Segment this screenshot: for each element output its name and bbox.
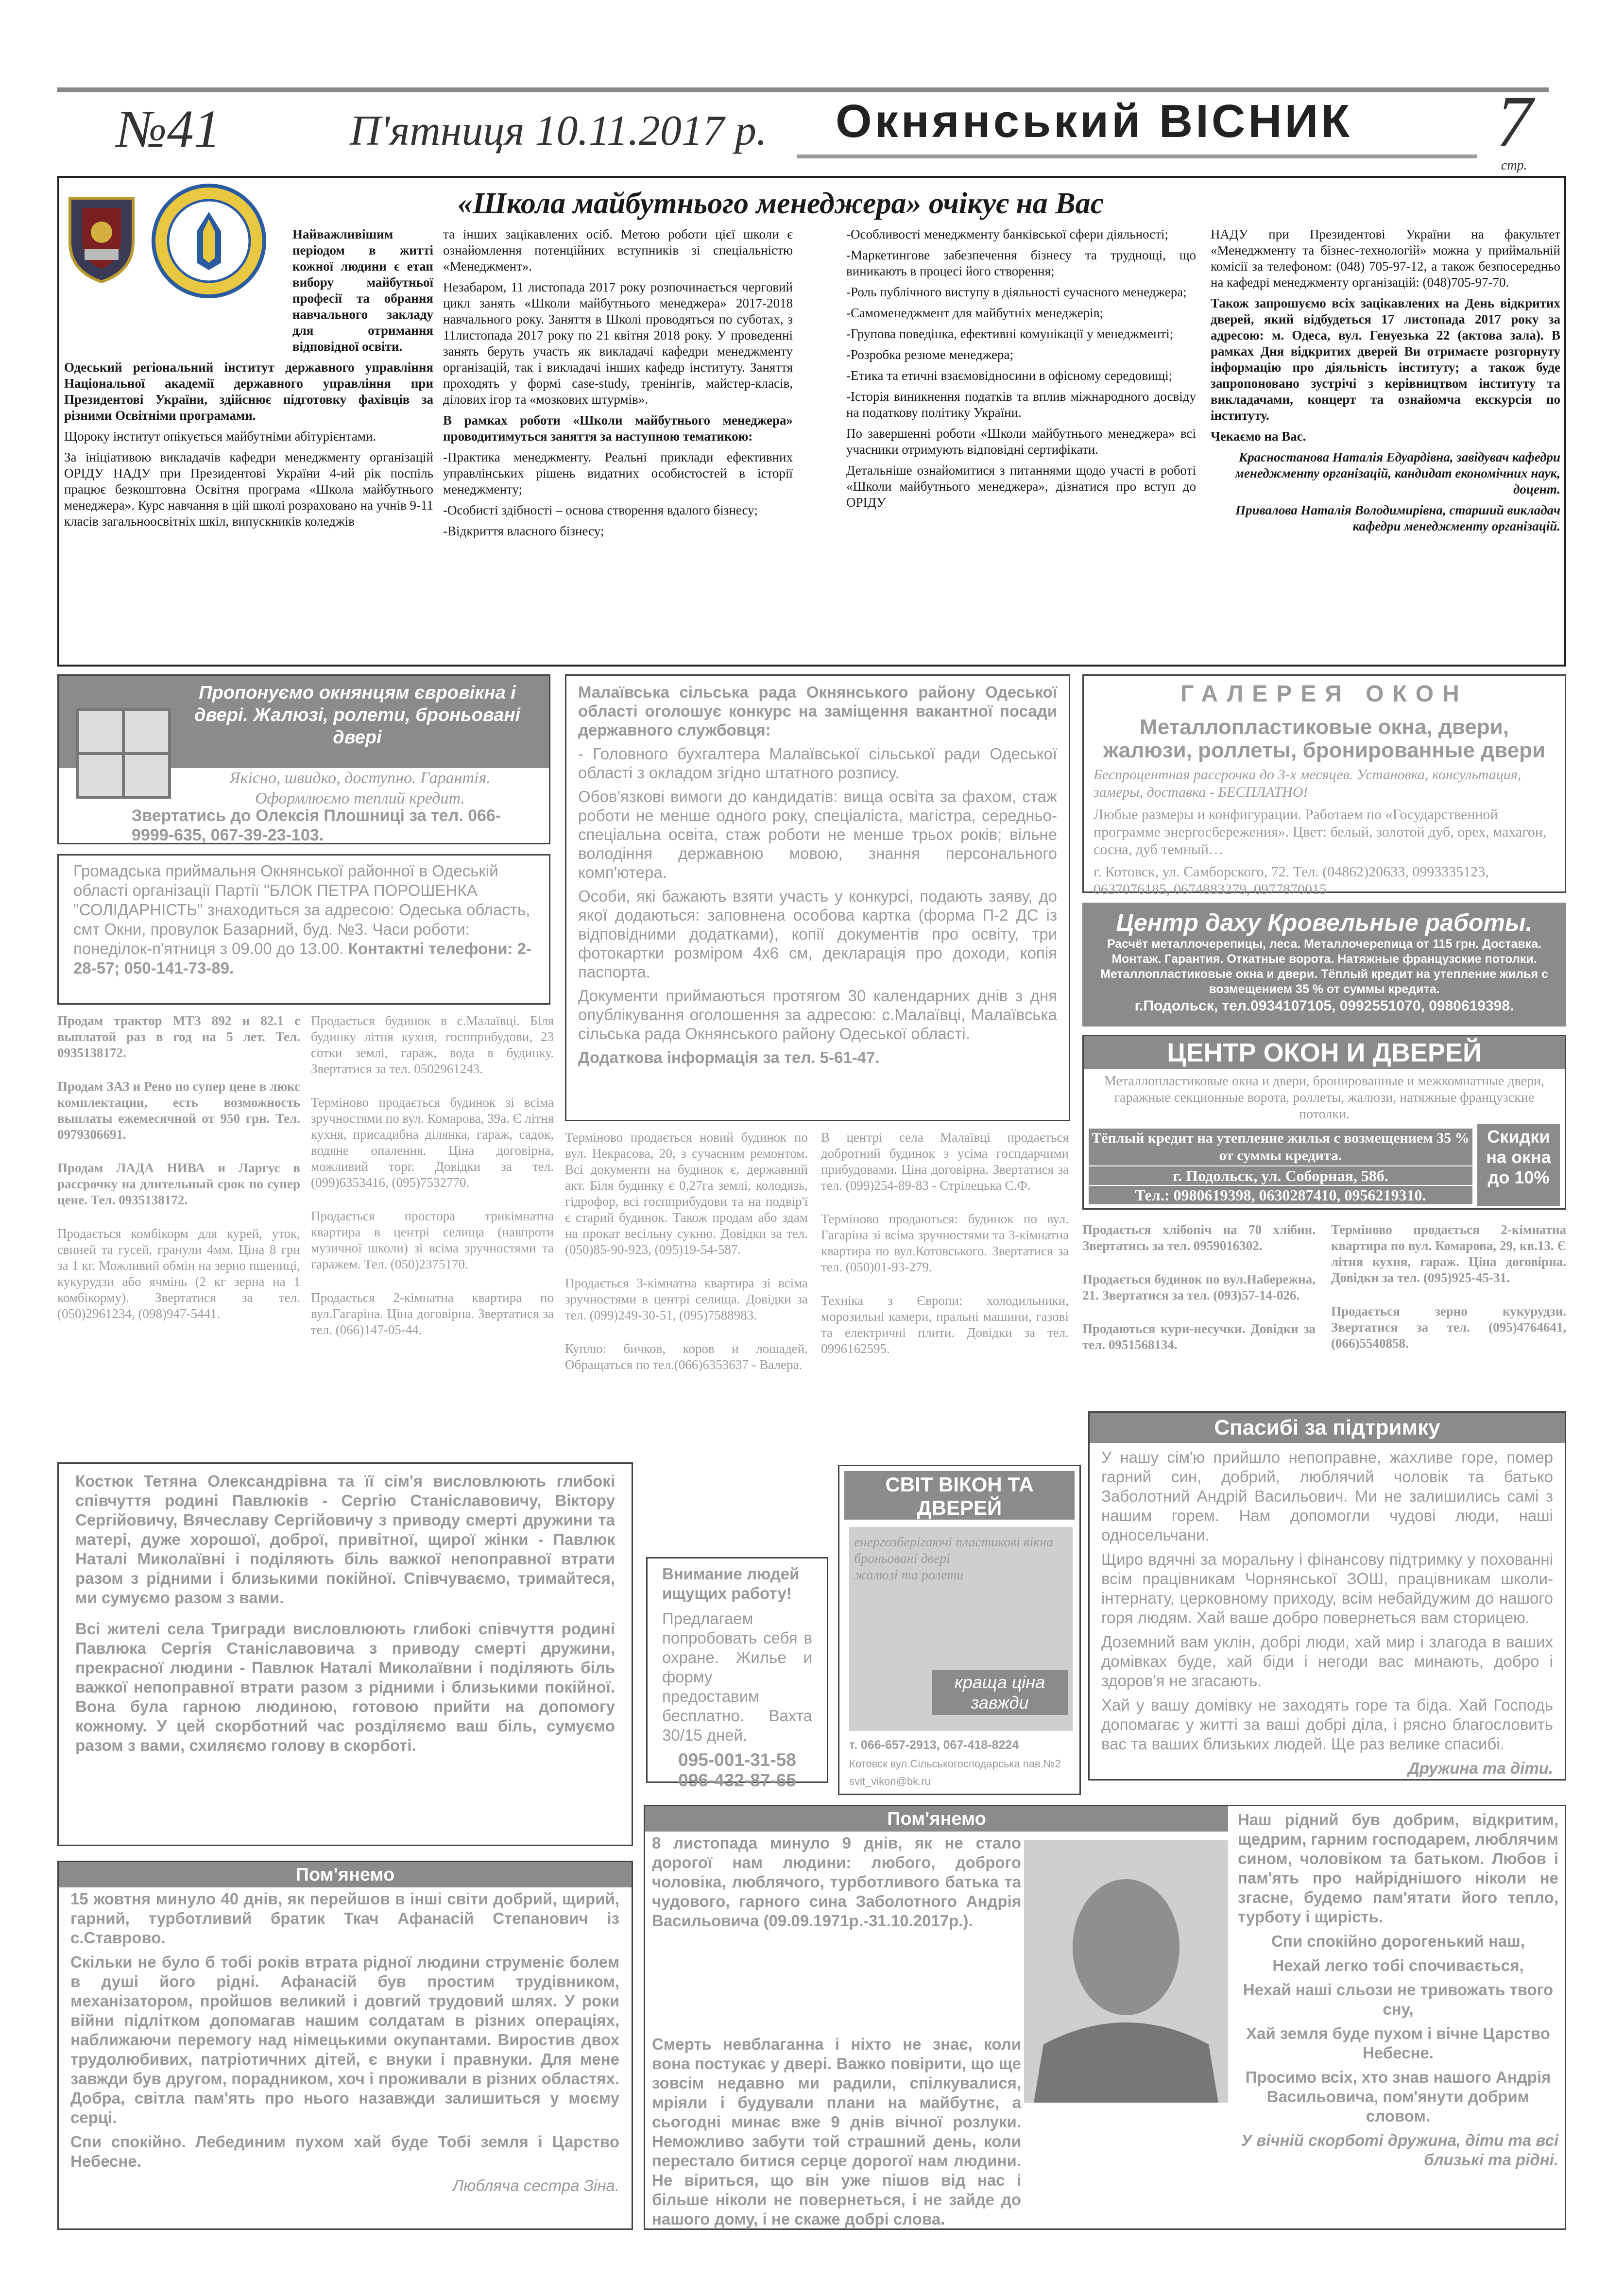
classified-item: Продається будинок по вул.Набережна, 21. Звертатися за тел. (093)57-14-026. (1082, 1272, 1316, 1302)
zabolotny-right-p3: Нехай легко тобі спочивається, (1272, 1956, 1524, 1974)
memorial-zabolotny (644, 1805, 1566, 2230)
article-author-2: Привалова Наталія Володимирівна, старший викладач кафедри менеджменту організацій. (1235, 503, 1560, 533)
vacancy-requirements: Обов'язкові вимоги до кандидатів: вища освіта за фахом, стаж роботи не менше одного року, спеціаліста, магістра, середньо-спеціальна освіта, стаж роботи не менше трьох років; вільне володіння державною мовою, знання персонального комп'ютера. (578, 788, 1057, 881)
gallery-line1: Беспроцентная рассрочка до 3-х месяцев. Установка, консультация, замеры, доставка - БЕСПЛАТНО! (1094, 767, 1521, 800)
article-p18: -Історія виникнення податків та вплив міжнародного досвіду на податкову політику України. (846, 389, 1196, 420)
memorial-tkach-title: Пом'янемо (59, 1862, 632, 1887)
condolence-p1: Костюк Тетяна Олександрівна та її сім'я висловлюють глибокі співчуття родині Павлюків - Сергію Станіславовичу, Віктору Сергійовичу, Вячеславу Сергійовичу з приводу смерті дружини та матері, дуже хорошої, доброї, привітної, щирої жінки - Павлюк Наталі Миколаївні і поділяють біль важкої непоправної втрати разом з рідними і близькими покійної. Співчуваємо, тримайтеся, ми сумуємо разом з вами. (75, 1472, 615, 1607)
ad-centr-dahu (1082, 903, 1566, 1027)
window-icon (72, 705, 174, 802)
zabolotny-left-p1: 8 листопада минуло 9 днів, як не стало дорогої нам людини: любого, доброго чоловіка, люблячого, турботливого батька та чудового, гарного сина Заболотного Андрія Васильовича (09.09.1971р.-31.10.2017р.). (652, 1834, 1021, 1930)
article-p20: Детальніше ознайомитися з питаннями щодо участі в роботі «Школи майбутнього менеджера», дізнатися про вступ до ОРІДУ (846, 463, 1196, 510)
article-p1: Найважливішим періодом в житті кожної людини є етап вибору майбутньої професії та обрання навчального закладу для отримання відповідної освіти. (292, 227, 433, 354)
memorial-tkach-p1: 15 жовтня минуло 40 днів, як перейшов в інші світи добрий, щирий, гарний, турботливий братик Ткач Афанасій Степанович із с.Ставрово. (70, 1890, 619, 1947)
zabolotny-left-p2: Смерть невблаганна і ніхто не знає, коли вона постукає у двері. Важко повірити, що ще зовсім недавно ми радили, спілкувалися, мріяли і будували плани на майбутнє, а сьогодні минає вже 9 днів вічної розлуки. Неможливо забути той страшний день, коли перестало битися серце дорогої нам людини. Не віриться, що він уже пішов від нас і більше ніколи не повернеться, і не зайде до нашого дому, і не скаже добрі слова. (652, 2035, 1021, 2228)
article-p7: В рамках роботи «Школи майбутнього менеджера» проводитимуться заняття за наступною тематикою: (443, 413, 793, 444)
condolence-p2: Всі жителі села Тригради висловлюють глибокі співчуття родині Павлюка Сергія Станіславовича з приводу смерті дружини, прекрасної людини - Павлюк Наталі Миколаївни і поділяють біль важкої непоправної втрати разом з рідними і близькими покійної. Вона була гарною людиною, готовою прийти на допомогу кожному. У цей скорботний час розділяємо ваш біль, сумуємо разом з вами, схиляємо голову в скорботі. (75, 1620, 615, 1754)
article-p23: Чекаємо на Вас. (1211, 429, 1306, 444)
wanted-body: Предлагаем попробовать себя в охране. Жилье и форму предоставим бесплатно. Вахта 30/15 дней. (662, 1610, 812, 1744)
article-p10: -Відкриття власного бізнесу; (443, 524, 604, 538)
classified-item: Куплю: бичков, коров и лошадей. Обращаться по тел.(066)6353637 - Валера. (565, 1341, 808, 1372)
dahu-line2: Металлопластиковые окна и двери. Тёплый кредит на утепление жилья с возмещением 35 % от суммы кредита. (1100, 967, 1548, 996)
ad-windows-oknyany (57, 674, 550, 844)
masthead-rule-left (797, 154, 1477, 158)
memorial-tkach (57, 1861, 633, 2230)
page-number: 7 (1496, 81, 1533, 162)
newspaper-title: Окнянський ВІСНИК (836, 95, 1353, 147)
ad-party-office (57, 854, 550, 1005)
memorial-photo (1024, 1840, 1228, 2103)
article-p13: -Роль публічного виступу в діяльності сучасного менеджера; (846, 285, 1187, 299)
article-p5: та інших зацікавлених осіб. Метою роботи цієї школи є ознайомлення потенційних вступників зі спеціальністю «Менеджмент». (443, 227, 793, 274)
memorial-zabolotny-left (652, 1833, 1021, 1935)
classified-item: Терміново продається будинок зі всіма зручностями по вул. Комарова, 39а. Є літня кухня, присадибна ділянка, гараж, садок, водяне опалення. Ціна договірна, можливий торг. Довідки за тел. (099)6353416, (095)7532770. (311, 1095, 554, 1190)
classified-item: Продається зерно кукурудзи. Звертатися за тел. (095)4764641, (066)5540858. (1331, 1304, 1566, 1351)
main-article (57, 176, 1566, 667)
issue-date: П'ятниця 10.11.2017 р. (350, 107, 767, 154)
centr-okon-phones: Тел.: 0980619398, 0630287410, 0956219310. (1089, 1186, 1472, 1204)
ad-windows-title: Пропонуємо окнянцям євровікна і двері. Жалюзі, ролети, броньовані двері (59, 676, 549, 768)
classifieds-col-5 (1082, 1222, 1316, 1358)
classified-item: Продам ЗАЗ и Рено по супер цене в люкс комплектации, есть возможность выплаты ежемесячной от 950 грн. Тел. 0979306691. (57, 1079, 300, 1142)
thanks-body (1101, 1448, 1553, 1783)
classified-item: Продам ЛАДА НИВА и Ларгус в рассрочку на длительный срок по супер цене. Тел. 0935138172. (57, 1161, 300, 1207)
thanks-p3: Доземний вам уклін, добрі люди, хай мир і злагода в ваших домівках буде, хай біди і негоди вас минають, добро і здоров'я не згасають. (1101, 1633, 1553, 1690)
page-label: стр. (1501, 158, 1527, 173)
article-p16: -Розробка резюме менеджера; (846, 347, 1013, 362)
classifieds-col-1 (57, 1013, 300, 1327)
memorial-zabolotny-right (1238, 1810, 1558, 2175)
thanks-block (1088, 1411, 1566, 1781)
thanks-p1: У нашу сім'ю прийшло непоправне, жахливе горе, помер гарний син, добрий, люблячий чоловік та батько Заболотний Андрій Васильович. Ми не залишились самі з нашим горем. Нам допомогли чудові люди, наші односельчани. (1101, 1448, 1553, 1544)
classifieds-col-3 (565, 1130, 808, 1378)
thanks-signature: Дружина та діти. (1408, 1759, 1553, 1777)
classifieds-col-4 (821, 1130, 1069, 1362)
svit-vikon-item: енергозберігаючі пластикові вікна (854, 1535, 1054, 1550)
classified-item: Продається будинок в с.Малаївці. Біля будинку літня кухня, госпприбудови, 23 сотки землі, гараж, вода в будинку. Звертатися за тел. 0502961243. (311, 1013, 554, 1076)
svit-vikon-item: броньовані двері (854, 1551, 950, 1566)
ad-gallery-okon (1082, 674, 1566, 897)
article-p21: НАДУ при Президентові України на факультет «Менеджменту та бізнес-технологій» можна у приймальній комісії за телефоном: (048) 705-97-12, а також безпосередньо на кафедрі менеджменту організацій: (048)705-97-70. (1211, 227, 1560, 290)
dahu-title: Центр даху Кровельные работы. (1116, 909, 1533, 936)
article-p15: -Групова поведінка, ефективні комунікації у менеджменті; (846, 326, 1174, 341)
article-col-1 (64, 226, 433, 534)
classified-item: Продається комбікорм для курей, уток, свиней та гусей, гранули 4мм. Ціна 8 грн за 1 кг. Можливий обмін на зерно пшениці, кукурудзи або ячмінь (2 кг зерна на 1 комбікорму). Звертатися за тел. (050)2961234, (098)947-5441. (57, 1226, 300, 1321)
thanks-p2: Щиро вдячні за моральну і фінансову підтримку у похованні всім працівникам Чорнянської ЗОШ, працівникам школи-інтернату, церковному приходу, всім небайдужим до нашого горя людям. Хай ваше добро повернеться вам сторицею. (1101, 1550, 1553, 1627)
wanted-phones: 095-001-31-58 096-432-87-65 (678, 1750, 796, 1790)
classified-item: Продаються кури-несучки. Довідки за тел. 0951568134. (1082, 1321, 1316, 1352)
ad-centr-okon (1082, 1035, 1566, 1210)
classified-item: Продам трактор МТЗ 892 и 82.1 с выплатой раз в год на 5 лет. Тел. 0935138172. (57, 1013, 300, 1060)
article-p22: Також запрошуємо всіх зацікавлених на День відкритих дверей, який відбудеться 17 листопада 2017 року за адресою: м. Одеса, вул. Генуезька 22 (актова зала). В рамках Дня відкритих дверей Ви отримаєте розгорнуту інформацію про діяльність інституту; а також буде запропоновано зустрічі з керівництвом інституту та викладачами, концерт та ознайомча екскурсія по інституту. (1211, 296, 1560, 423)
memorial-zabolotny-title: Пом'янемо (645, 1806, 1228, 1832)
article-p12: -Маркетингове забезпечення бізнесу та труднощі, що виникають в процесі його створення; (846, 248, 1196, 278)
svit-vikon-items (854, 1534, 1068, 1584)
centr-okon-address: г. Подольск, ул. Соборная, 58б. (1089, 1166, 1472, 1185)
article-p8: -Практика менеджменту. Реальні приклади ефективних управлінських рішень видатних особистостей в історії менеджменту; (443, 450, 793, 497)
thanks-title: Спасибі за підтримку (1090, 1413, 1565, 1443)
memorial-tkach-body (70, 1889, 619, 2200)
classifieds-col-6 (1331, 1222, 1566, 1356)
article-p4: За ініціативою викладачів кафедри менеджменту організацій ОРІДУ НАДУ при Президентові України 4-ий рік поспіль працює безкоштовна Освітня програма «Школа майбутнього менеджера». Курс навчання в цій школі розраховано на учнів 9-11 класів загальноосвітніх шкіл, випускників коледжів (64, 450, 433, 529)
vacancy-position: - Головного бухгалтера Малаївської сільської ради Одеської області з окладом згідно штатного розпису. (578, 745, 1057, 782)
gallery-contact: г. Котовск, ул. Самборского, 72. Тел. (04862)20633, 0993335123, 0637076185, 0674883279, 0977870015 (1094, 864, 1489, 897)
classified-item: Терміново продається новий будинок по вул. Некрасова, 20, з сучасним ремонтом. Всі документи на будинок є, державний акт. Біля будинку є 0,27га землі, колодязь, гідрофор, всі госпприбудови та на подвір'ї є старий будинок. Також продам або здам на прокат весільну сукню. Довідки за тел. (050)85-90-923, (095)19-54-587. (565, 1130, 808, 1257)
vacancy-title: Малаївська сільська рада Окнянського району Одеської області оголошує конкурс на заміщення вакантної посади державного службовця: (578, 683, 1057, 739)
centr-okon-title: ЦЕНТР ОКОН И ДВЕРЕЙ (1084, 1036, 1565, 1069)
svit-vikon-item: жалюзі та ролети (854, 1568, 964, 1583)
condolence-block (57, 1462, 633, 1846)
centr-okon-discount: Скидки на окна до 10% (1477, 1124, 1560, 1206)
zabolotny-right-p6: Просимо всіх, хто знав нашого Андрія Васильовича, пом'янути добрим словом. (1245, 2068, 1551, 2125)
memorial-zabolotny-left-2 (652, 2035, 1021, 2234)
zabolotny-right-p2: Спи спокійно дорогенький наш, (1271, 1932, 1525, 1950)
classified-item: Продається 2-кімнатна квартира по вул.Гагаріна. Ціна договірна. Звертатися за тел. (066)147-05-44. (311, 1290, 554, 1337)
article-col-2 (443, 226, 793, 544)
ad-windows-contact: Звертатись до Олексія Плошниці за тел. 066-9999-635, 067-39-23-103. (132, 806, 501, 844)
svit-vikon-phones: т. 066-657-2913, 067-418-8224 (849, 1738, 1019, 1752)
svit-vikon-address: Котовск вул.Сільськогосподарська пав.№2 (849, 1758, 1061, 1770)
vacancy-info: Додаткова інформація за тел. 5-61-47. (578, 1048, 880, 1066)
article-title: «Школа майбутнього менеджера» очікує на Вас (458, 187, 1104, 220)
dahu-line1: Расчёт металлочерепицы, леса. Металлочерепица от 115 грн. Доставка. Монтаж. Гарантия. Откатные ворота. Натяжные французские потолки. (1107, 937, 1542, 966)
svit-vikon-email: svit_vikon@bk.ru (849, 1775, 931, 1787)
ad-party-contact: Контактні телефони: 2-28-57; 050-141-73-89. (73, 940, 531, 977)
classified-item: Техніка з Європи: холодильники, морозильні камери, пральні машини, газові та електричні плити. Довідки за тел. 0996162595. (821, 1293, 1069, 1356)
classified-item: В центрі села Малаївці продається добротний будинок з усіма госпдарчими прибудовами. Ціна договірна. Звертатися за тел. (099)254-89-83 - Стрілецька С.Ф. (821, 1130, 1069, 1193)
article-p3: Щороку інститут опікується майбутніми абітурієнтами. (64, 429, 376, 444)
article-p14: -Самоменеджмент для майбутніх менеджерів; (846, 306, 1104, 320)
article-p11: -Особливості менеджменту банківської сфери діяльності; (846, 227, 1169, 241)
svit-vikon-slogan: краща ціна завжди (932, 1670, 1068, 1715)
zabolotny-right-p4: Нехай наші сльози не тривожать твого сну, (1243, 1981, 1554, 2018)
ad-windows-body: Якісно, швидко, доступно. Гарантія. Оформлюємо теплий кредит. (229, 769, 491, 807)
article-col-4 (1211, 226, 1560, 539)
zabolotny-right-p1: Наш рідний був добрим, відкритим, щедрим, гарним господарем, люблячим сином, чоловіком та батьком. Любов і пам'ять про найріднішого ніколи не згасне, будемо пам'ятати його тепло, турботу і щирість. (1238, 1811, 1558, 1926)
issue-number: №41 (117, 99, 221, 158)
classified-item: Терміново продаються: будинок по вул. Гагаріна зі всіма зручностями та 3-кімнатна квартира по вул.Котовського. Звертатися за тел. (050)01-93-279. (821, 1212, 1069, 1274)
vacancy-documents: Особи, які бажають взяти участь у конкурсі, подають заяву, до якої додаються: заповнена особова картка (форма П-2 ДС із відповідними додатками), копії документів про освіту, три фотокартки розміром 4х6 см, декларація про доходи, копія паспорта. (578, 887, 1057, 981)
article-p19: По завершенні роботи «Школи майбутнього менеджера» всі учасники отримують відповідні сертифікати. (846, 426, 1196, 457)
article-author-1: Красностанова Наталія Едуардівна, завідувач кафедри менеджменту організацій, кандидат економічних наук, доцент. (1235, 450, 1560, 497)
article-p6: Незабаром, 11 листопада 2017 року розпочинається черговий цикл занять «Школи майбутнього менеджера» 2017-2018 навчального року. Заняття в Школі проводяться по суботах, з 11листопада 2017 року по 21 квітня 2018 року. У проведенні занять беруть участь як викладачі кафедри менеджменту організацій, так і викладачі інших кафедр інституту. Заняття проходять у формі case-study, тренінгів, майстер-класів, ділових ігор та «мозкових штурмів». (443, 280, 793, 407)
ad-wanted-people (646, 1557, 828, 1790)
article-p17: -Етика та етичні взаємовідносини в офісному середовищі; (846, 368, 1173, 383)
gallery-line2: Любые размеры и конфигурации. Работаем по «Государственной программе энергосбережения». Цвет: белый, золотой дуб, орех, махагон, сосна, дуб темный… (1094, 806, 1547, 857)
thanks-p4: Хай у вашу домівку не заходять горе та біда. Хай Господь допомагає у житті за ваші добрі діла, і рясно благословить вас та ваших близьких людей. Ще раз велике спасибі. (1101, 1696, 1553, 1753)
wanted-title: Внимание людей ищущих работу! (662, 1565, 800, 1602)
gallery-subtitle: Металлопластиковые окна, двери, жалюзи, роллеты, бронированные двери (1103, 715, 1545, 762)
ad-party-text: Громадська приймальня Окнянської районної в Одеській області організації Партії "БЛОК ПЕТРА ПОРОШЕНКА "СОЛІДАРНІСТЬ" знаходиться за адресою: Одеська область, смт Окни, провулок Базарний, буд. №3. Часи роботи: понеділок-п'ятниця з 09.00 до 13.00. (73, 862, 530, 958)
article-p9: -Особисті здібності – основа створення вдалого бізнесу; (443, 503, 758, 517)
article-p2: Одеський регіональний інститут державного управління Національної академії державного управління при Президентові України, здійснює підготовку фахівців за різними Освітніми програмами. (64, 360, 433, 423)
centr-okon-body: Металлопластиковые окна и двери, бронированные и межкомнатные двери, гаражные секционные ворота, роллеты, жалюзи, натяжные французские потолки. (1104, 1074, 1544, 1122)
dahu-contact: г.Подольск, тел.0934107105, 0992551070, 0980619398. (1134, 998, 1514, 1014)
zabolotny-signature: У вічній скорботі дружина, діти та всі близькі та рідні. (1241, 2131, 1558, 2169)
top-rule (57, 87, 1549, 92)
zabolotny-right-p5: Хай земля буде пухом і вічне Царство Небесне. (1246, 2024, 1550, 2062)
vacancy-deadline: Документи приймаються протягом 30 календарних днів з дня опублікування оголошення за адресою: с.Малаївці, Малаївська сільська рада Окнянського району Одеської області. (578, 987, 1057, 1043)
memorial-tkach-signature: Любляча сестра Зіна. (452, 2176, 619, 2194)
classified-item: Продається хлібопіч на 70 хлібин. Звертатись за тел. 0959016302. (1082, 1222, 1316, 1253)
article-col-3 (846, 226, 1196, 515)
ad-malaivtsi-vacancy (565, 674, 1070, 1121)
centr-okon-credit: Тёплый кредит на утепление жилья с возмещением 35 % от суммы кредита. (1089, 1129, 1472, 1165)
classified-item: Терміново продається 2-кімнатна квартира по вул. Комарова, 29, кв.13. Є літня кухня, гараж. Ціна договірна. Довідки за тел. (095)925-45-31. (1331, 1222, 1566, 1285)
classified-item: Продається простора трикімнатна квартира в центрі селища (навпроти музичної школи) зі всіма зручностями та гаражем. Тел. (050)2375170. (311, 1209, 554, 1271)
memorial-tkach-p2: Скільки не було б тобі років втрата рідної людини струменіє болем в душі його рідні. Афанасій був простим трудівником, механізатором, пройшов великий і довгий трудовий шлях. У роки війни підлітком допомагав нашим солдатам в різних операціях, наближаючи перемогу над німецькими окупантами. Виростив двох трудолюбивих, патріотичних дітей, є внуки і правнуки. Для мене завжди був другом, порадником, хоч і проживали в різних областях. Добра, світла пам'ять про нього назавжди залишиться у моєму серці. (70, 1953, 619, 2126)
ad-svit-vikon (838, 1465, 1081, 1795)
classifieds-col-2 (311, 1013, 554, 1343)
classified-item: Продається 3-кімнатна квартира зі всіма зручностями в центрі селища. Довідки за тел. (099)249-30-51, (095)7588983. (565, 1276, 808, 1322)
memorial-tkach-p3: Спи спокійно. Лебединим пухом хай буде Тобі земля і Царство Небесне. (70, 2133, 619, 2170)
svit-vikon-title: СВІТ ВІКОН ТА ДВЕРЕЙ (844, 1471, 1075, 1520)
gallery-title: ГАЛЕРЕЯ ОКОН (1180, 681, 1468, 707)
